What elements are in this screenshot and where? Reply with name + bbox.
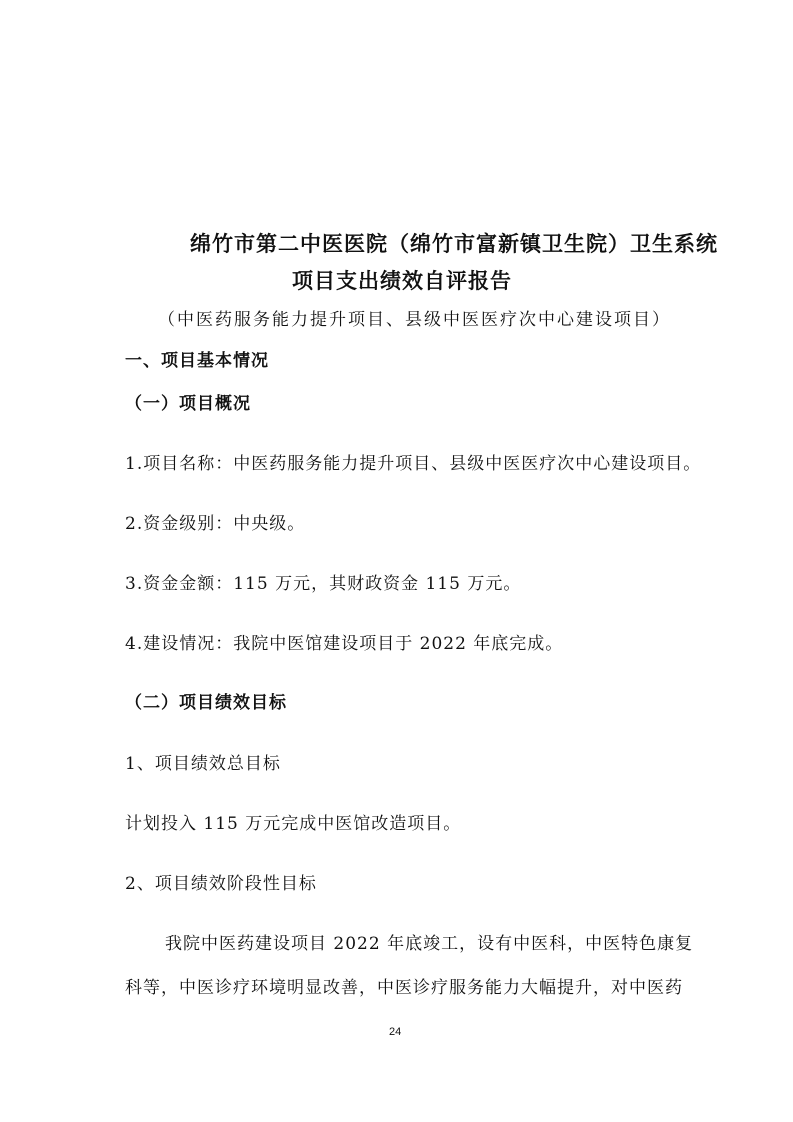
goal-overall-text: 计划投入 115 万元完成中医馆改造项目。 <box>125 814 462 834</box>
section-heading-basic-info: 一、项目基本情况 <box>125 351 269 371</box>
report-title-line-1: 绵竹市第二中医医院（绵竹市富新镇卫生院）卫生系统 <box>190 232 718 256</box>
subsection-heading-performance-goals: （二）项目绩效目标 <box>125 693 287 713</box>
report-subtitle: （中医药服务能力提升项目、县级中医医疗次中心建设项目） <box>158 310 671 330</box>
goal-overall-heading: 1、项目绩效总目标 <box>125 754 281 774</box>
item-construction-status: 4.建设情况：我院中医馆建设项目于 2022 年底完成。 <box>125 634 564 654</box>
item-fund-level: 2.资金级别：中央级。 <box>125 514 306 534</box>
goal-phase-heading: 2、项目绩效阶段性目标 <box>125 874 317 894</box>
paragraph-line-1: 我院中医药建设项目 2022 年底竣工，设有中医科，中医特色康复 <box>165 934 694 954</box>
item-fund-amount: 3.资金金额：115 万元，其财政资金 115 万元。 <box>125 574 522 594</box>
report-title-line-2: 项目支出绩效自评报告 <box>292 269 512 293</box>
page-number: 24 <box>389 1026 402 1038</box>
paragraph-line-2: 科等，中医诊疗环境明显改善，中医诊疗服务能力大幅提升，对中医药 <box>125 978 683 998</box>
item-project-name: 1.项目名称：中医药服务能力提升项目、县级中医医疗次中心建设项目。 <box>125 454 702 474</box>
subsection-heading-overview: （一）项目概况 <box>125 394 251 414</box>
